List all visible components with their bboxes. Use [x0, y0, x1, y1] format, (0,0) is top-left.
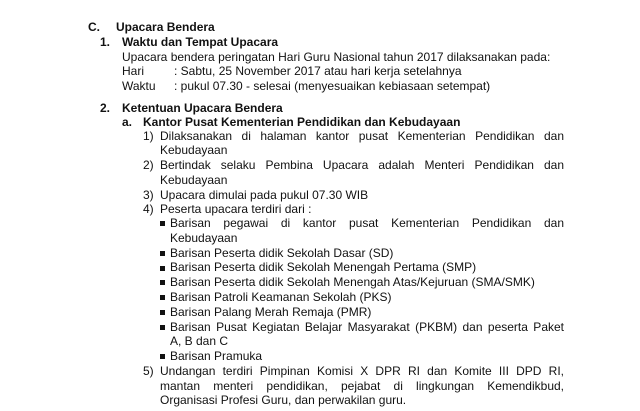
participant-7-line1: Barisan Pusat Kegiatan Belajar Masyarakat (PKBM) dan peserta Paket — [170, 319, 564, 334]
bullet-icon — [160, 354, 165, 359]
participant-5: Barisan Patroli Keamanan Sekolah (PKS) — [170, 290, 392, 304]
participant-3: Barisan Peserta didik Sekolah Menengah Pertama (SMP) — [170, 260, 477, 275]
point-1-line2: Kebudayaan — [160, 143, 228, 158]
point-5-line3: Organisasi Profesi Guru, dan perwakilan guru. — [160, 393, 407, 408]
bullet-icon — [160, 325, 165, 330]
point-2-line2: Kebudayaan — [160, 172, 228, 187]
hari-value: : Sabtu, 25 November 2017 atau hari kerja setelahnya — [174, 64, 462, 79]
section-c-title: Upacara Bendera — [116, 20, 215, 34]
hari-label: Hari — [122, 64, 145, 79]
point-1-marker: 1) — [143, 128, 154, 143]
participant-1-line1: Barisan pegawai di kantor pusat Kementerian Pendidikan dan — [170, 216, 564, 231]
item-2-title: Ketentuan Upacara Bendera — [122, 100, 283, 115]
participant-6: Barisan Palang Merah Remaja (PMR) — [170, 304, 372, 319]
participant-4: Barisan Peserta didik Sekolah Menengah Atas/Kejuruan (SMA/SMK) — [170, 275, 535, 290]
bullet-icon — [160, 280, 165, 285]
point-5-line1: Undangan terdiri Pimpinan Komisi X DPR RI dan Komite III DPD RI, — [160, 363, 564, 378]
participant-8: Barisan Pramuka — [170, 349, 263, 363]
point-4-line1: Peserta upacara terdiri dari : — [160, 202, 312, 217]
point-5-marker: 5) — [143, 363, 154, 378]
bullet-icon — [160, 251, 165, 256]
point-2-marker: 2) — [143, 158, 154, 172]
participant-1-line2: Kebudayaan — [170, 230, 238, 245]
item-2-marker: 2. — [100, 100, 111, 115]
bullet-icon — [160, 310, 165, 315]
point-3-marker: 3) — [143, 187, 154, 202]
point-1-line1: Dilaksanakan di halaman kantor pusat Kementerian Pendidikan dan — [160, 128, 564, 143]
point-3-line1: Upacara dimulai pada pukul 07.30 WIB — [160, 187, 369, 202]
participant-7-line2: A, B dan C — [170, 334, 229, 349]
point-2-line1: Bertindak selaku Pembina Upacara adalah Menteri Pendidikan dan — [160, 158, 564, 172]
sub-a-marker: a. — [122, 114, 133, 129]
item-1-marker: 1. — [100, 34, 111, 49]
point-5-line2: mantan menteri pendidikan, pejabat di lingkungan Kemendikbud, — [160, 378, 564, 393]
item-1-title: Waktu dan Tempat Upacara — [122, 34, 279, 49]
sub-a-title: Kantor Pusat Kementerian Pendidikan dan Kebudayaan — [143, 114, 461, 129]
bullet-icon — [160, 221, 165, 226]
bullet-icon — [160, 266, 165, 271]
item-1-intro: Upacara bendera peringatan Hari Guru Nasional tahun 2017 dilaksanakan pada: — [122, 49, 551, 64]
waktu-label: Waktu — [122, 79, 156, 93]
point-4-marker: 4) — [143, 202, 154, 217]
waktu-value: : pukul 07.30 - selesai (menyesuaikan kebiasaan setempat) — [174, 79, 491, 93]
section-c-marker: C. — [88, 20, 100, 34]
bullet-icon — [160, 295, 165, 300]
participant-2: Barisan Peserta didik Sekolah Dasar (SD) — [170, 245, 394, 260]
